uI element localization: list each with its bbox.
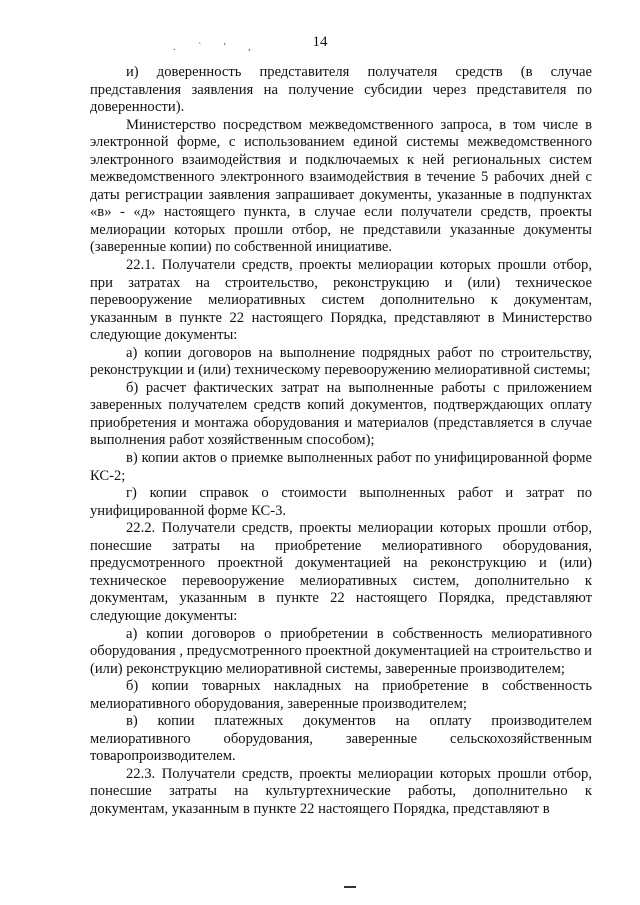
paragraph-22-1-a: а) копии договоров на выполнение подрядных работ по строительству, реконструкции и (или) техническому перевооружению мелиоративной системы; bbox=[90, 344, 592, 379]
paragraph-22-2-b: б) копии товарных накладных на приобретение в собственность мелиоративного оборудования, заверенные производителем; bbox=[90, 678, 592, 712]
paragraph-22-2: 22.2. Получатели средств, проекты мелиорации которых прошли отбор, понесшие затраты на приобретение мелиоративного оборудования, предусмотренного проектной документацией на реконструкцию и (или) техническое перевооружение мелиоративных систем, дополнительно к документам, указанным в пункте 22 настоящего Порядка, представляют следующие документы: bbox=[90, 520, 592, 624]
page-number: 14 bbox=[312, 34, 328, 50]
paragraph-ministry-request: Министерство посредством межведомственного запроса, в том числе в электронной форме, с использованием единой системы межведомственного электронного взаимодействия и подключаемых к ней региональных систем межведомственного электронного взаимодействия в течение 5 рабочих дней с даты регистрации заявления запрашивает документы, указанные в подпунктах «в» - «д» настоящего пункта, в случае если получатели средств, проекты мелиорации которых прошли отбор, не представили указанные документы (заверенные копии) по собственной инициативе. bbox=[90, 116, 592, 256]
paragraph-22-1-v: в) копии актов о приемке выполненных работ по унифицированной форме КС-2; bbox=[90, 450, 592, 484]
paragraph-22-1-g: г) копии справок о стоимости выполненных работ и затрат по унифицированной форме КС-3. bbox=[90, 485, 592, 519]
paragraph-22-3: 22.3. Получатели средств, проекты мелиорации которых прошли отбор, понесшие затраты на культуртехнические работы, дополнительно к документам, указанным в пункте 22 настоящего Порядка, представляют в bbox=[90, 765, 592, 817]
paragraph-22-2-a: а) копии договоров о приобретении в собственность мелиоративного оборудования , предусмотренного проектной документацией на строительство и (или) реконструкцию мелиоративной системы, заверенные производителем; bbox=[90, 625, 592, 677]
scan-specks: . ` ' , bbox=[173, 42, 261, 53]
body-text bbox=[90, 64, 592, 819]
paragraph-22-1: 22.1. Получатели средств, проекты мелиорации которых прошли отбор, при затратах на строительство, реконструкцию и (или) техническое перевооружение мелиоративных систем дополнительно к документам, указанным в пункте 22 настоящего Порядка, представляют в Министерство следующие документы: bbox=[90, 257, 592, 344]
paragraph-22-2-v: в) копии платежных документов на оплату производителем мелиоративного оборудования, заверенные сельскохозяйственным товаропроизводителем. bbox=[90, 713, 592, 765]
paragraph-item-i: и) доверенность представителя получателя средств (в случае представления заявления на получение субсидии через представителя по доверенности). bbox=[90, 64, 592, 116]
scan-mark bbox=[344, 886, 356, 888]
paragraph-22-1-b: б) расчет фактических затрат на выполненные работы с приложением заверенных получателем средств копий документов, подтверждающих оплату приобретения и монтажа оборудования и материалов (представляется в случае выполнения работ хозяйственным способом); bbox=[90, 379, 592, 449]
